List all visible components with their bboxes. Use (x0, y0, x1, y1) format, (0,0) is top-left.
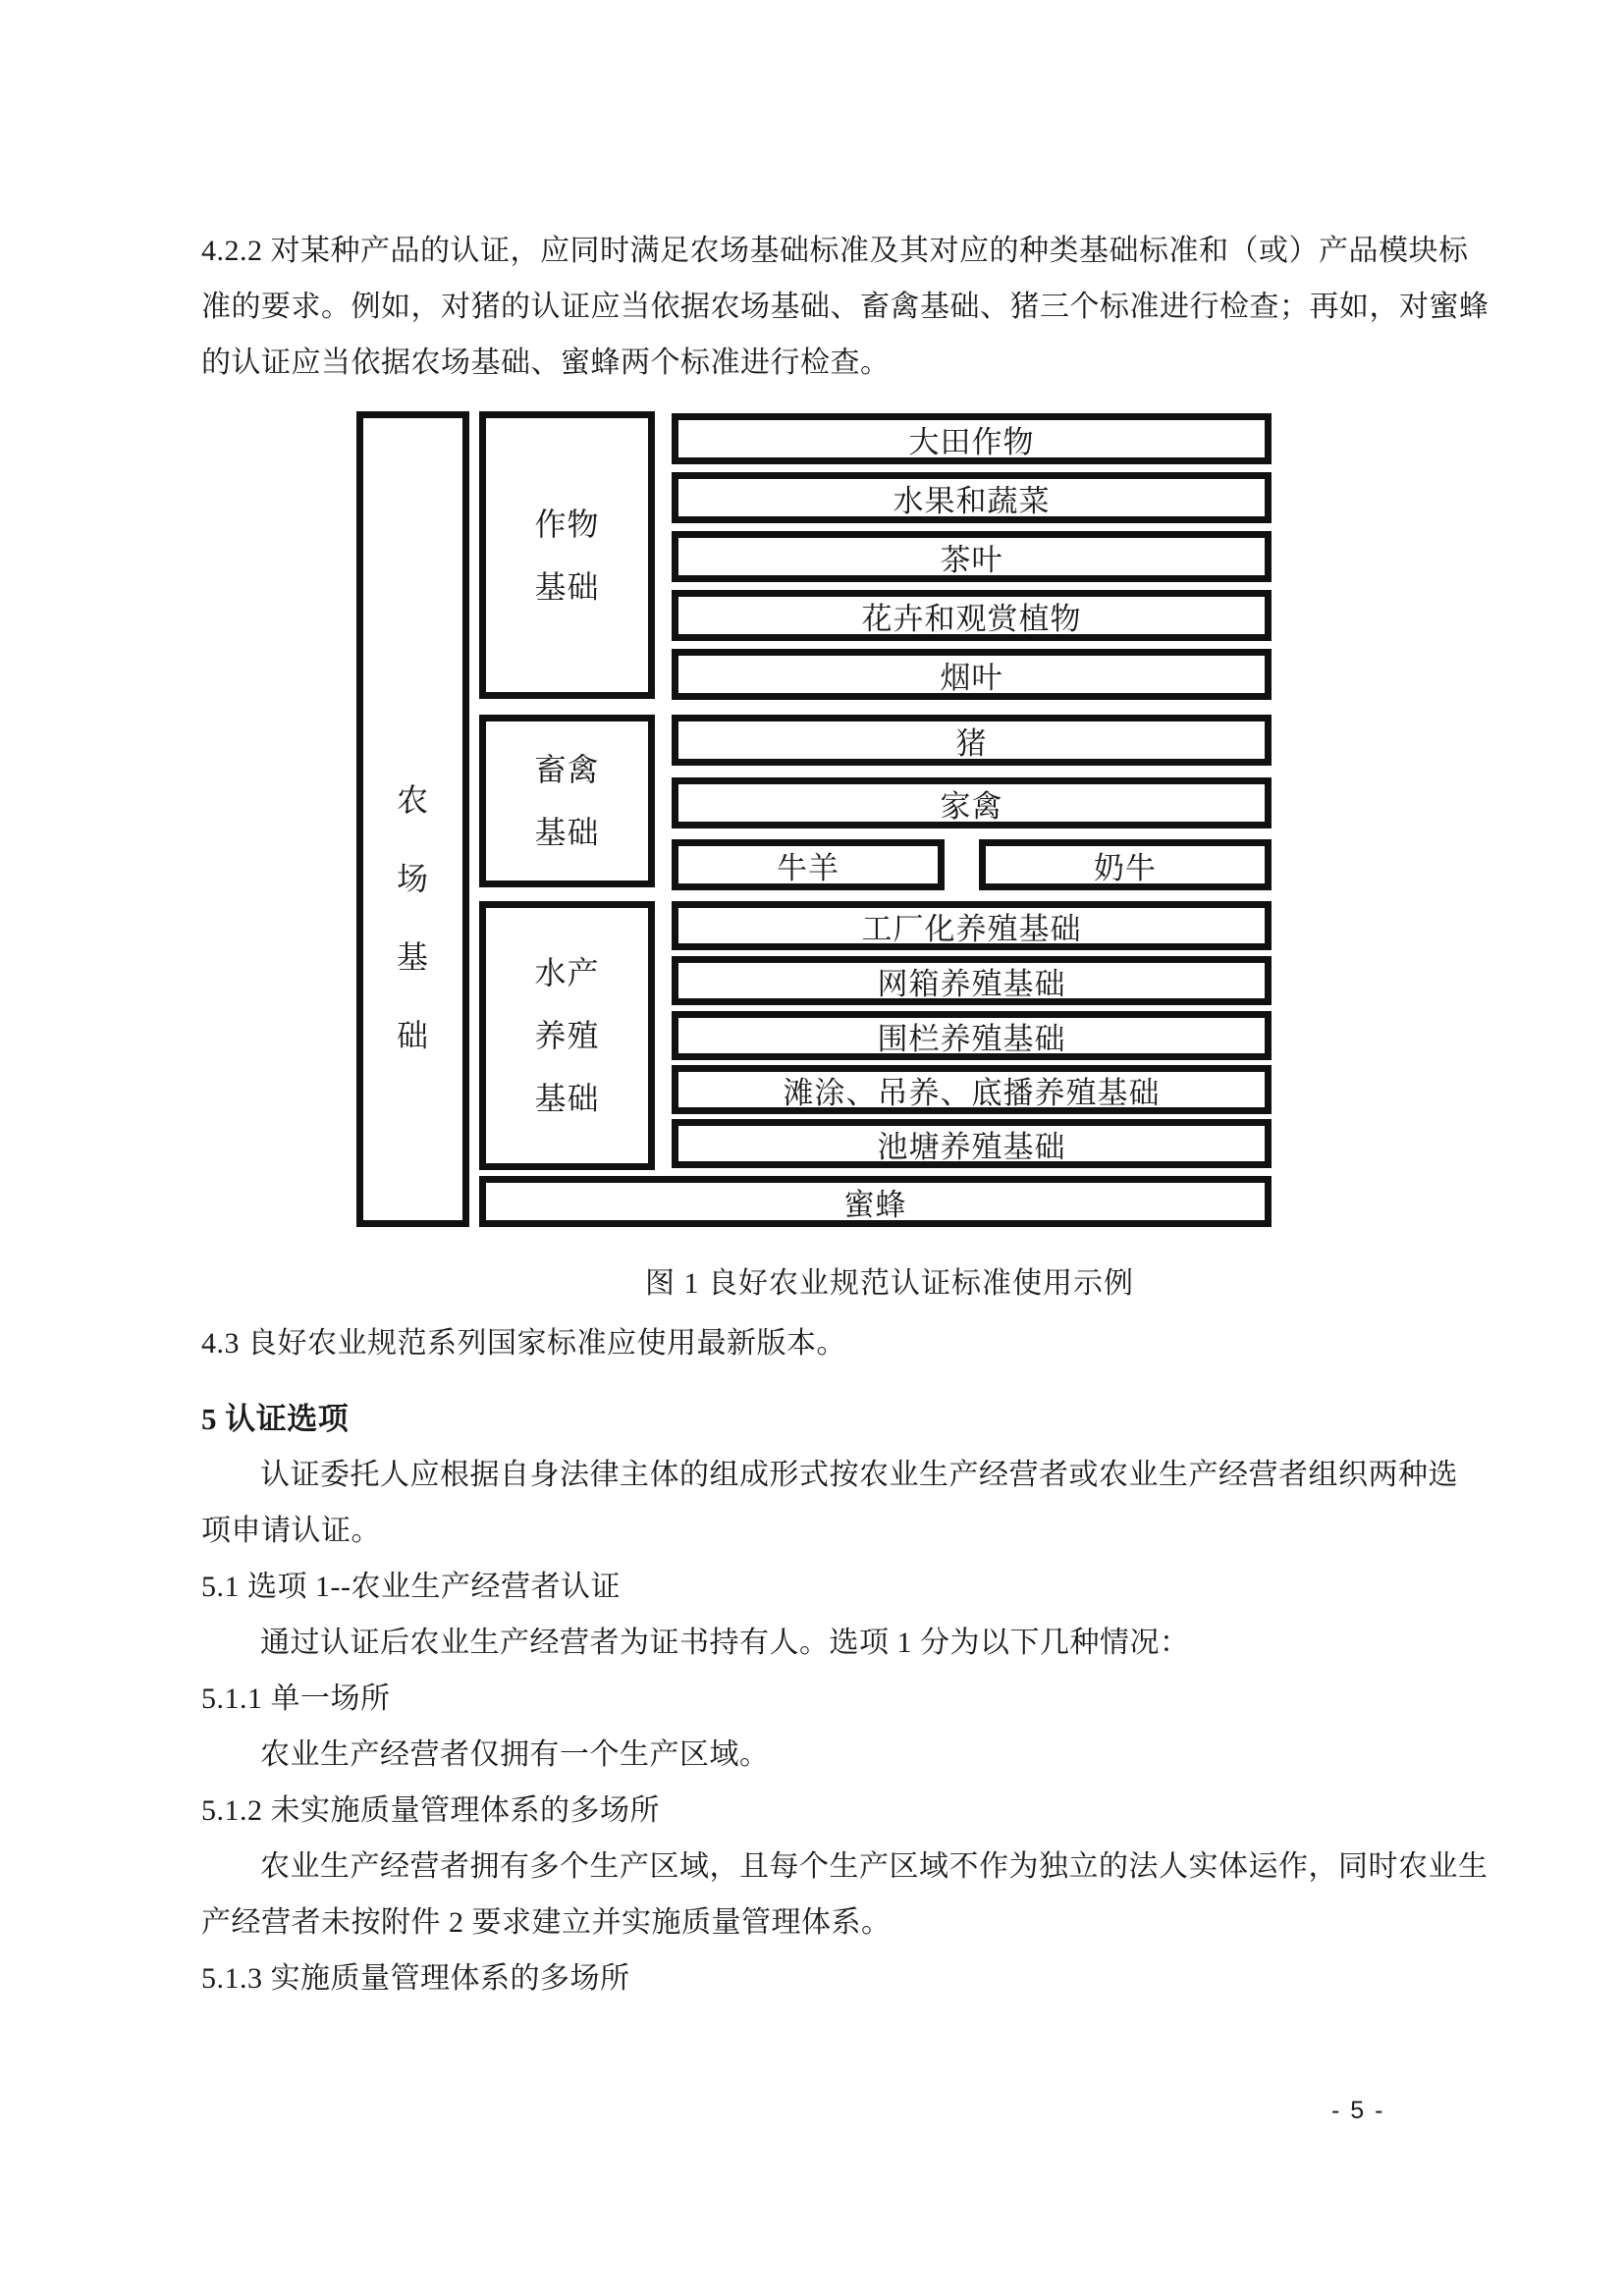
clause-5-1-2-body-line-2: 产经营者未按附件 2 要求建立并实施质量管理体系。 (201, 1906, 892, 1939)
section-5-heading: 5 认证选项 (201, 1402, 350, 1436)
item-box-flowers-ornamentals: 花卉和观赏植物 (672, 590, 1272, 641)
section-5-intro-line-2: 项申请认证。 (201, 1515, 381, 1547)
clause-4-2-2-line-2: 准的要求。例如，对猪的认证应当依据农场基础、畜禽基础、猪三个标准进行检查；再如，对蜜蜂 (201, 291, 1489, 323)
clause-5-1-body: 通过认证后农业生产经营者为证书持有人。选项 1 分为以下几种情况： (260, 1627, 1190, 1659)
livestock-base-label: 畜禽基础 (534, 752, 600, 850)
figure-1-caption: 图 1 良好农业规范认证标准使用示例 (645, 1267, 1134, 1300)
clause-5-1-2-body-line-1: 农业生产经营者拥有多个生产区域，且每个生产区域不作为独立的法人实体运作，同时农业生 (260, 1850, 1489, 1883)
clause-4-3: 4.3 良好农业规范系列国家标准应使用最新版本。 (201, 1327, 846, 1360)
page-number: - 5 - (1331, 2097, 1385, 2124)
item-box-tobacco: 烟叶 (672, 649, 1272, 700)
clause-4-2-2-line-1: 4.2.2 对某种产品的认证，应同时满足农场基础标准及其对应的种类基础标准和（或）产品模块标 (201, 235, 1469, 267)
crop-base-box (479, 411, 655, 699)
farm-base-box (356, 411, 469, 1227)
item-box-fruit-vegetables: 水果和蔬菜 (672, 472, 1272, 523)
item-box-factory-farming: 工厂化养殖基础 (672, 901, 1272, 950)
item-box-pond-farming: 池塘养殖基础 (672, 1119, 1272, 1168)
item-box-poultry: 家禽 (672, 777, 1272, 828)
crop-base-label: 作物基础 (534, 506, 600, 605)
item-box-field-crops: 大田作物 (672, 413, 1272, 464)
item-box-cage-farming: 网箱养殖基础 (672, 956, 1272, 1005)
item-box-bee: 蜜蜂 (479, 1176, 1272, 1227)
livestock-base-box (479, 715, 655, 887)
item-box-pen-farming: 围栏养殖基础 (672, 1011, 1272, 1060)
section-5-intro-line-1: 认证委托人应根据自身法律主体的组成形式按农业生产经营者或农业生产经营者组织两种选 (260, 1459, 1458, 1491)
item-box-cattle-sheep: 牛羊 (672, 839, 945, 890)
item-box-pig: 猪 (672, 715, 1272, 766)
clause-5-1-heading: 5.1 选项 1--农业生产经营者认证 (201, 1571, 621, 1603)
farm-base-label: 农场基础 (396, 781, 429, 1053)
item-box-tea: 茶叶 (672, 531, 1272, 582)
clause-5-1-3-heading: 5.1.3 实施质量管理体系的多场所 (201, 1962, 630, 1995)
aquaculture-base-label: 水产养殖基础 (534, 955, 600, 1116)
item-box-dairy-cattle: 奶牛 (979, 839, 1272, 890)
clause-4-2-2-line-3: 的认证应当依据农场基础、蜜蜂两个标准进行检查。 (201, 347, 891, 379)
clause-5-1-1-heading: 5.1.1 单一场所 (201, 1682, 391, 1715)
clause-5-1-1-body: 农业生产经营者仅拥有一个生产区域。 (260, 1738, 770, 1771)
clause-5-1-2-heading: 5.1.2 未实施质量管理体系的多场所 (201, 1794, 660, 1827)
figure-1-diagram (356, 411, 1272, 1227)
item-box-tidal-flat-farming: 滩涂、吊养、底播养殖基础 (672, 1065, 1272, 1114)
aquaculture-base-box (479, 901, 655, 1170)
